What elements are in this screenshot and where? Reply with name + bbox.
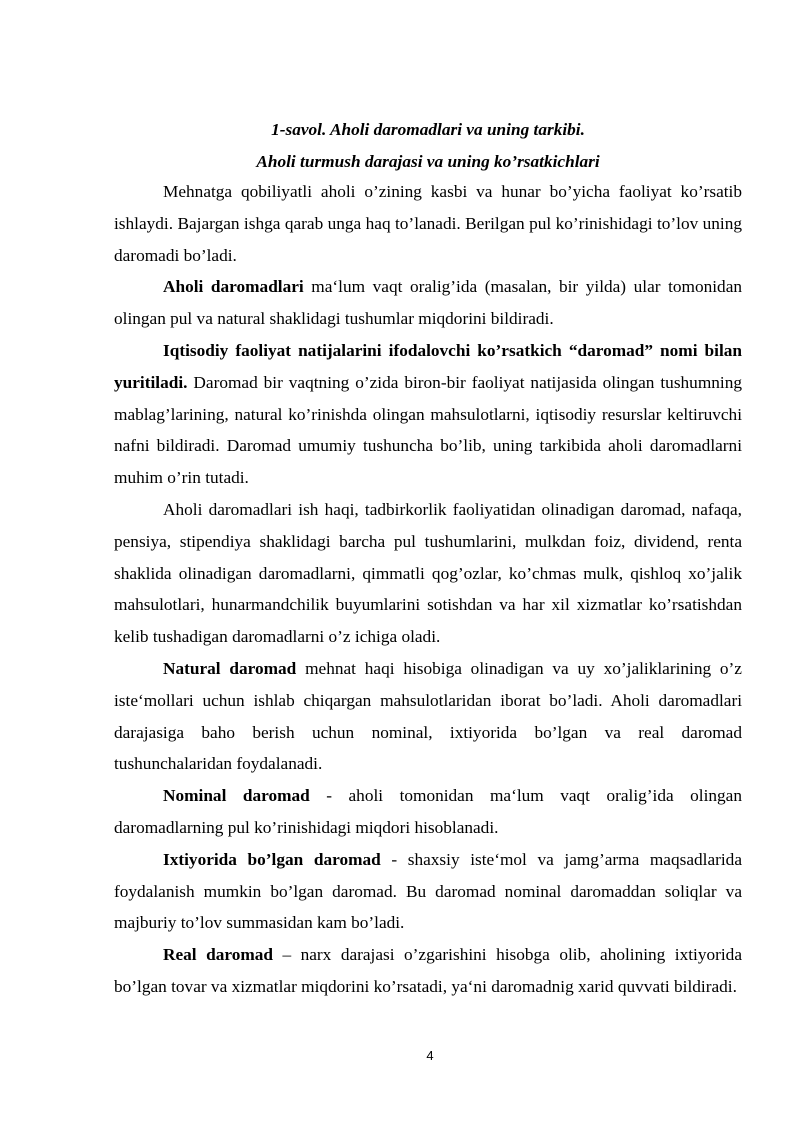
paragraph-nominal-income: [114, 780, 742, 844]
term-real-income: Real daromad: [163, 945, 273, 965]
heading-title-line-2: Aholi turmush darajasi va uning ko’rsatkichlari: [256, 152, 600, 171]
paragraph-real-income: [114, 939, 742, 1003]
term-natural-income: Natural daromad: [163, 658, 297, 678]
paragraph-intro-text: Mehnatga qobiliyatli aholi o’zining kasbi va hunar bo’yicha faoliyat ko’rsatib ishlaydi. Bajargan ishga qarab unga haq to’lanadi. Berilgan pul ko’rinishidagi to’lov uning daromadi bo’ladi.: [114, 182, 742, 265]
definition-real-income: – narx darajasi o’zgarishini hisobga olib, aholining ixtiyorida bo’lgan tovar va xizmatlar miqdorini ko’rsatadi, ya‘ni daromadnig xarid quvvati bildiradi.: [114, 945, 742, 996]
definition-disposable-income: - shaxsiy iste‘mol va jamg’arma maqsadlarida foydalanish mumkin bo’lgan daromad. Bu daromad nominal daromaddan soliqlar va majburiy to’lov summasidan kam bo’ladi.: [114, 849, 742, 933]
page-number: 4: [426, 1048, 434, 1063]
body-text: [114, 176, 742, 1003]
paragraph-disposable-income: [114, 844, 742, 939]
term-income-indicator: Iqtisodiy faoliyat natijalarini ifodalovchi ko’rsatkich “daromad” nomi bilan yuritiladi.: [114, 340, 742, 392]
heading-title-line-1: 1-savol. Aholi daromadlari va uning tarkibi.: [271, 120, 585, 139]
paragraph-income-sources-text: Aholi daromadlari ish haqi, tadbirkorlik faoliyatidan olinadigan daromad, nafaqa, pensiya, stipendiya shaklidagi barcha pul tushumlarini, mulkdan foiz, dividend, renta shaklida olinadigan daromadlarni, qimmatli qog’ozlar, ko’chmas mulk, qishloq xo’jalik mahsulotlari, hunarmandchilik buyumlarini sotishdan va har xil xizmatlar ko’rsatishdan kelib tushadigan daromadlarni o’z ichiga oladi.: [114, 499, 742, 647]
term-disposable-income: Ixtiyorida bo’lgan daromad: [163, 849, 381, 869]
section-heading: [114, 114, 742, 178]
definition-income-indicator: Daromad bir vaqtning o’zida biron-bir faoliyat natijasida olingan tushumning mablag’larining, natural ko’rinishda olingan mahsulotlarni, iqtisodiy resurslar keltiruvchi nafni bildiradi. Daromad umumiy tushuncha bo’lib, uning tarkibida aholi daromadlarni muhim o’rin tutadi.: [114, 372, 742, 488]
paragraph-income-sources: [114, 494, 742, 653]
paragraph-intro: [114, 176, 742, 271]
definition-population-income: ma‘lum vaqt oralig’ida (masalan, bir yilda) ular tomonidan olingan pul va natural shaklidagi tushumlar miqdorini bildiradi.: [114, 277, 743, 329]
term-nominal-income: Nominal daromad: [163, 786, 310, 806]
term-population-income: Aholi daromadlari: [163, 277, 304, 297]
paragraph-population-income: [114, 271, 742, 335]
definition-natural-income: mehnat haqi hisobiga olinadigan va uy xo’jaliklarining o’z iste‘mollari uchun ishlab chiqargan mahsulotlaridan iborat bo’ladi. Aholi daromadlari darajasiga baho berish uchun nominal, ixtiyorida bo’lgan va real daromad tushunchalaridan foydalanadi.: [114, 658, 742, 774]
paragraph-natural-income: [114, 653, 742, 780]
paragraph-income-indicator: [114, 335, 742, 494]
definition-nominal-income: - aholi tomonidan ma‘lum vaqt oralig’ida olingan daromadlarning pul ko’rinishidagi miqdori hisoblanadi.: [114, 786, 742, 837]
